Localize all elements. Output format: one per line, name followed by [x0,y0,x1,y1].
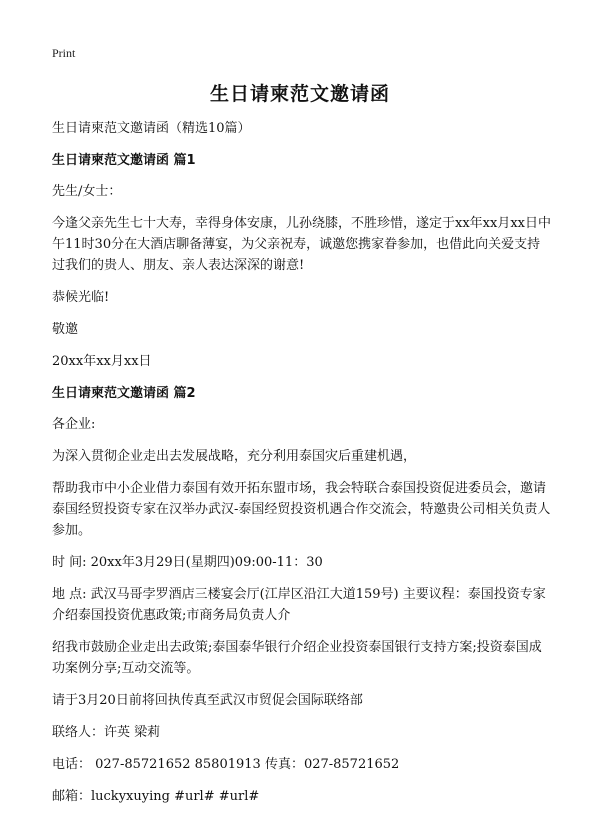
closing-line: 恭候光临! [52,290,110,305]
document-subtitle: 生日请柬范文邀请函（精选10篇） [52,121,251,136]
contact-person: 联络人：许英 梁莉 [52,725,161,740]
section-heading-2: 生日请柬范文邀请函 篇2 [52,386,196,401]
location-line: 地 点: 武汉马哥孛罗酒店三楼宴会厅(江岸区沿江大道159号) 主要议程：泰国投资专家介绍泰国投资优惠政策;市商务局负责人介 [52,587,546,623]
sign-off: 敬邀 [52,322,79,337]
reply-line: 请于3月20日前将回执传真至武汉市贸促会国际联络部 [52,693,363,708]
invitation-paragraph: 今逢父亲先生七十大寿，幸得身体安康，儿孙绕膝，不胜珍惜，遂定于xx年xx月xx日中午11时30分在大酒店聊备薄宴，为父亲祝寿，诚邀您携家眷参加，也借此向关爱支持过我们的贵人、朋友、亲人表达深深的谢意! [52,216,551,273]
body-paragraph: 为深入贯彻企业走出去发展战略，充分利用泰国灾后重建机遇， [52,449,417,464]
time-line: 时 间: 20xx年3月29日(星期四)09:00-11：30 [52,555,323,570]
contact-phone: 电话： 027-85721652 85801913 传真：027-85721652 [52,757,400,772]
date-line: 20xx年xx月xx日 [52,354,152,369]
salutation: 先生/女士： [52,184,122,199]
salutation: 各企业: [52,417,96,432]
document-body [52,118,552,818]
body-paragraph: 帮助我市中小企业借力泰国有效开拓东盟市场，我会特联合泰国投资促进委员会，邀请泰国经贸投资专家在汉举办武汉-泰国经贸投资机遇合作交流会，特邀贵公司相关负责人参加。 [52,481,551,538]
contact-email: 邮箱：luckyxuying #url# #url# [52,789,260,804]
print-link[interactable]: Print [52,46,76,60]
agenda-line: 绍我市鼓励企业走出去政策;泰国泰华银行介绍企业投资泰国银行支持方案;投资泰国成功案例分享;互动交流等。 [52,640,542,676]
section-heading-1: 生日请柬范文邀请函 篇1 [52,153,196,168]
page-title: 生日请柬范文邀请函 [209,83,390,105]
